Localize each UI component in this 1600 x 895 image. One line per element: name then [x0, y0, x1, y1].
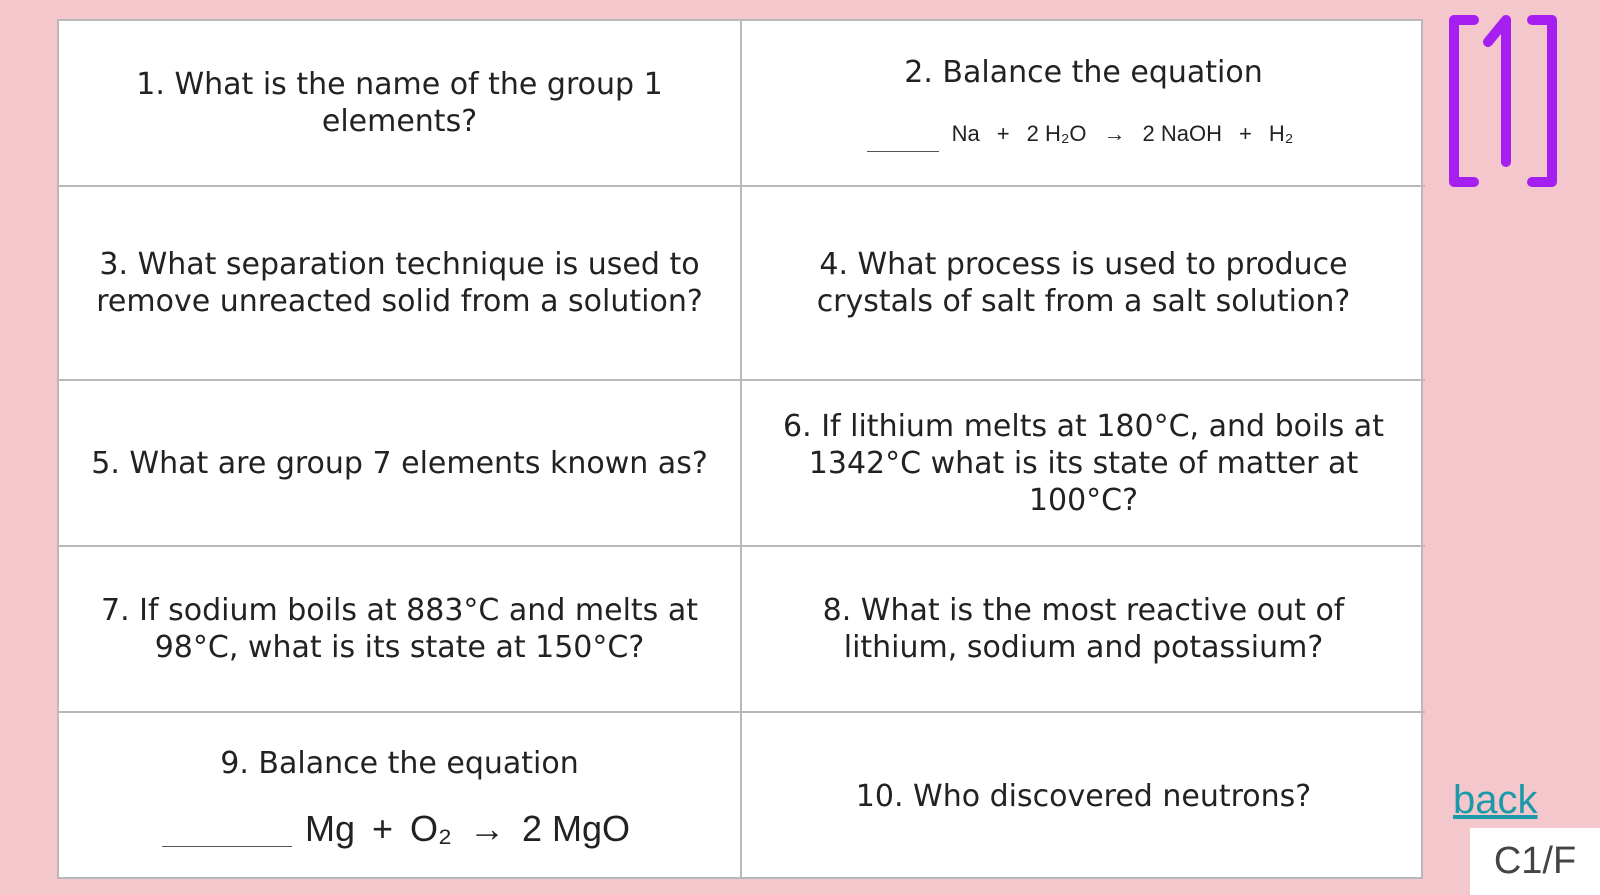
- eq-reactant-na: Na: [951, 121, 980, 146]
- eq-reactant-mg: Mg: [304, 808, 355, 849]
- eq-product-naoh: 2 NaOH: [1142, 121, 1223, 146]
- equation-9: [162, 810, 637, 847]
- topic-code: C1/F: [1470, 828, 1600, 895]
- eq-product-mgo: 2 MgO: [521, 808, 631, 849]
- equation-2: [867, 115, 1301, 152]
- question-4-text: 4. What process is used to produce crystals of salt from a salt solution?: [816, 247, 1351, 319]
- eq-plus: +: [371, 808, 393, 849]
- eq-product-h2: H₂: [1268, 121, 1294, 146]
- eq-plus: +: [1239, 121, 1252, 146]
- question-1: [59, 21, 742, 187]
- answer-blank[interactable]: [867, 151, 939, 152]
- eq-arrow: →: [468, 808, 505, 849]
- question-2: [742, 21, 1425, 187]
- right-bracket: [1532, 20, 1552, 182]
- question-10-text: 10. Who discovered neutrons?: [855, 778, 1312, 814]
- question-2-title: 2. Balance the equation: [904, 55, 1263, 90]
- eq-reactant-h2o: 2 H₂O: [1026, 121, 1087, 146]
- question-1-text: 1. What is the name of the group 1 elements?: [136, 67, 663, 139]
- eq-plus: +: [996, 121, 1010, 146]
- question-10: [742, 713, 1425, 879]
- question-3-text: 3. What separation technique is used to remove unreacted solid from a solution?: [96, 247, 703, 319]
- question-8: [742, 547, 1425, 713]
- question-grid: [57, 19, 1423, 879]
- question-8-text: 8. What is the most reactive out of lithium, sodium and potassium?: [822, 593, 1345, 665]
- question-3: [59, 187, 742, 381]
- question-5: [59, 381, 742, 547]
- question-6: [742, 381, 1425, 547]
- question-9: [59, 713, 742, 879]
- back-link[interactable]: back: [1453, 778, 1538, 822]
- question-6-text: 6. If lithium melts at 180°C, and boils at 1342°C what is its state of matter at 100°C?: [783, 408, 1384, 518]
- question-5-text: 5. What are group 7 elements known as?: [91, 445, 708, 481]
- question-4: [742, 187, 1425, 381]
- numeral-one: [1488, 20, 1506, 162]
- left-bracket: [1454, 20, 1474, 182]
- marks-badge: [1444, 12, 1562, 190]
- question-7: [59, 547, 742, 713]
- question-7-text: 7. If sodium boils at 883°C and melts at 98°C, what is its state at 150°C?: [101, 593, 698, 665]
- question-9-title: 9. Balance the equation: [220, 746, 579, 781]
- eq-arrow: →: [1103, 121, 1126, 146]
- answer-blank[interactable]: [162, 846, 292, 847]
- eq-reactant-o2: O₂: [410, 808, 452, 849]
